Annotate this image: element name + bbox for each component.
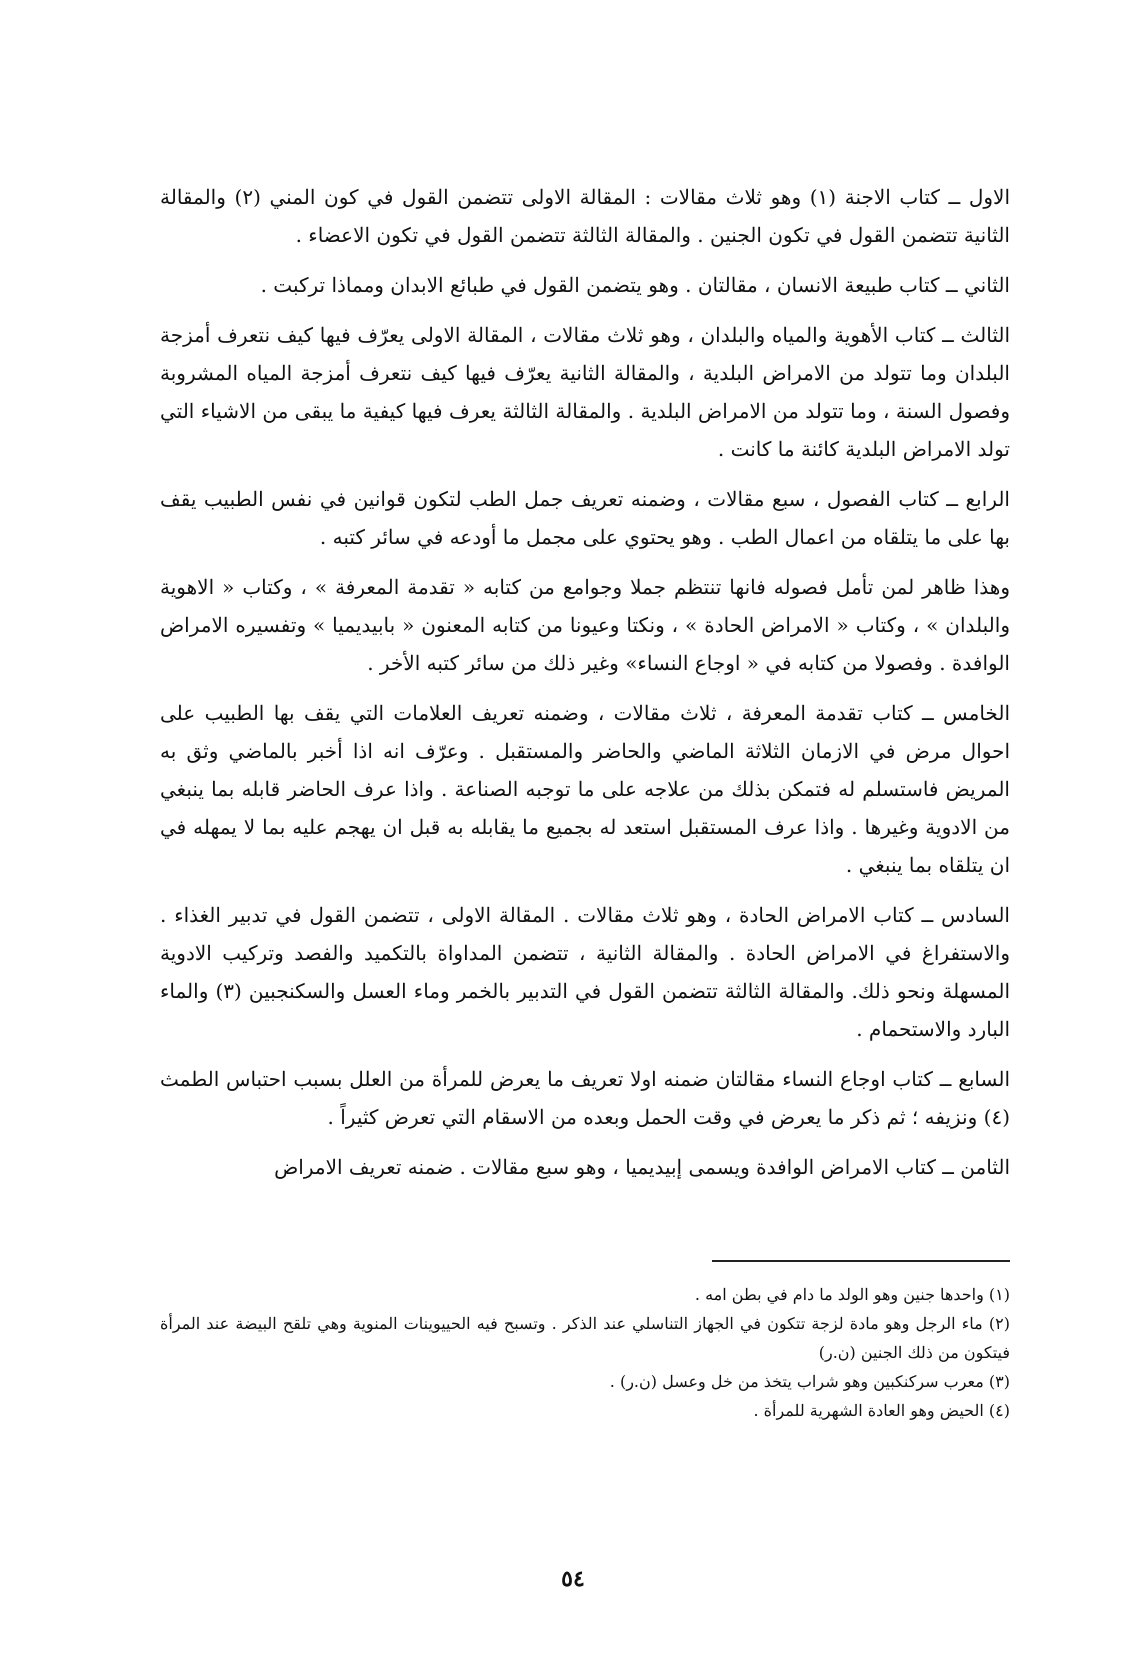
footnotes <box>160 1280 1010 1425</box>
body-text <box>160 178 1010 1198</box>
footnote-2: (٢) ماء الرجل وهو مادة لزجة تتكون في الجهاز التناسلي عند الذكر . وتسبح فيه الحييوينات المنوية وهي تلقح البيضة عند المرأة فيتكون من ذلك الجنين (ن.ر) <box>160 1314 1010 1362</box>
paragraph-book-1: الاول ــ كتاب الاجنة (١) وهو ثلاث مقالات : المقالة الاولى تتضمن القول في كون المني (٢) والمقالة الثانية تتضمن القول في تكون الجنين . والمقالة الثالثة تتضمن القول في تكون الاعضاء . <box>160 185 1011 247</box>
paragraph-book-5: الخامس ــ كتاب تقدمة المعرفة ، ثلاث مقالات ، وضمنه تعريف العلامات التي يقف بها الطبيب على احوال مرض في الازمان الثلاثة الماضي والحاضر والمستقبل . وعرّف انه اذا أخبر بالماضي وثق به المريض فاستسلم له فتمكن بذلك من علاجه على ما توجبه الصناعة . واذا عرف الحاضر قابله بما ينبغي من الادوية وغيرها . واذا عرف المستقبل استعد له بجميع ما يقابله به قبل ان يهجم عليه بما لا يمهله في ان يتلقاه بما ينبغي . <box>160 701 1010 877</box>
footnote-divider <box>712 1260 1010 1262</box>
paragraph-book-2: الثاني ــ كتاب طبيعة الانسان ، مقالتان . وهو يتضمن القول في طبائع الابدان ومماذا تركبت . <box>260 273 1010 297</box>
footnote-4: (٤) الحيض وهو العادة الشهرية للمرأة . <box>753 1401 1010 1420</box>
paragraph-book-6: السادس ــ كتاب الامراض الحادة ، وهو ثلاث مقالات . المقالة الاولى ، تتضمن القول في تدبير الغذاء . والاستفراغ في الامراض الحادة . والمقالة الثانية ، تتضمن المداواة بالتكميد والفصد وتركيب الادوية المسهلة ونحو ذلك. والمقالة الثالثة تتضمن القول في التدبير بالخمر وماء العسل والسكنجبين (٣) والماء البارد والاستحمام . <box>160 903 1011 1041</box>
paragraph-book-8: الثامن ــ كتاب الامراض الوافدة ويسمى إبيديميا ، وهو سبع مقالات . ضمنه تعريف الامراض <box>274 1155 1010 1179</box>
footnote-1: (١) واحدها جنين وهو الولد ما دام في بطن امه . <box>694 1285 1010 1304</box>
paragraph-book-3: الثالث ــ كتاب الأهوية والمياه والبلدان ، وهو ثلاث مقالات ، المقالة الاولى يعرّف فيها كيف نتعرف أمزجة البلدان وما تتولد من الامراض البلدية ، والمقالة الثانية يعرّف فيها كيف نتعرف أمزجة المياه المشروبة وفصول السنة ، وما تتولد من الامراض البلدية . والمقالة الثالثة يعرف فيها كيفية ما يبقى من الاشياء التي تولد الامراض البلدية كائنة ما كانت . <box>160 323 1011 461</box>
footnote-3: (٣) معرب سركنكبين وهو شراب يتخذ من خل وعسل (ن.ر) . <box>609 1372 1010 1391</box>
paragraph-aphorisms-note: وهذا ظاهر لمن تأمل فصوله فانها تنتظم جملا وجوامع من كتابه « تقدمة المعرفة » ، وكتاب « الاهوية والبلدان » ، وكتاب « الامراض الحادة » ، ونكتا وعيونا من كتابه المعنون « بابيديميا » وتفسيره الامراض الوافدة . وفصولا من كتابه في « اوجاع النساء» وغير ذلك من سائر كتبه الأخر . <box>160 575 1010 675</box>
paragraph-book-4: الرابع ــ كتاب الفصول ، سبع مقالات ، وضمنه تعريف جمل الطب لتكون قوانين في نفس الطبيب يقف بها على ما يتلقاه من اعمال الطب . وهو يحتوي على مجمل ما أودعه في سائر كتبه . <box>160 487 1010 549</box>
paragraph-book-7: السابع ــ كتاب اوجاع النساء مقالتان ضمنه اولا تعريف ما يعرض للمرأة من العلل بسبب احتباس الطمث (٤) ونزيفه ؛ ثم ذكر ما يعرض في وقت الحمل وبعده من الاسقام التي تعرض كثيراً . <box>160 1067 1010 1129</box>
page-number: ٥٤ <box>561 1566 585 1592</box>
